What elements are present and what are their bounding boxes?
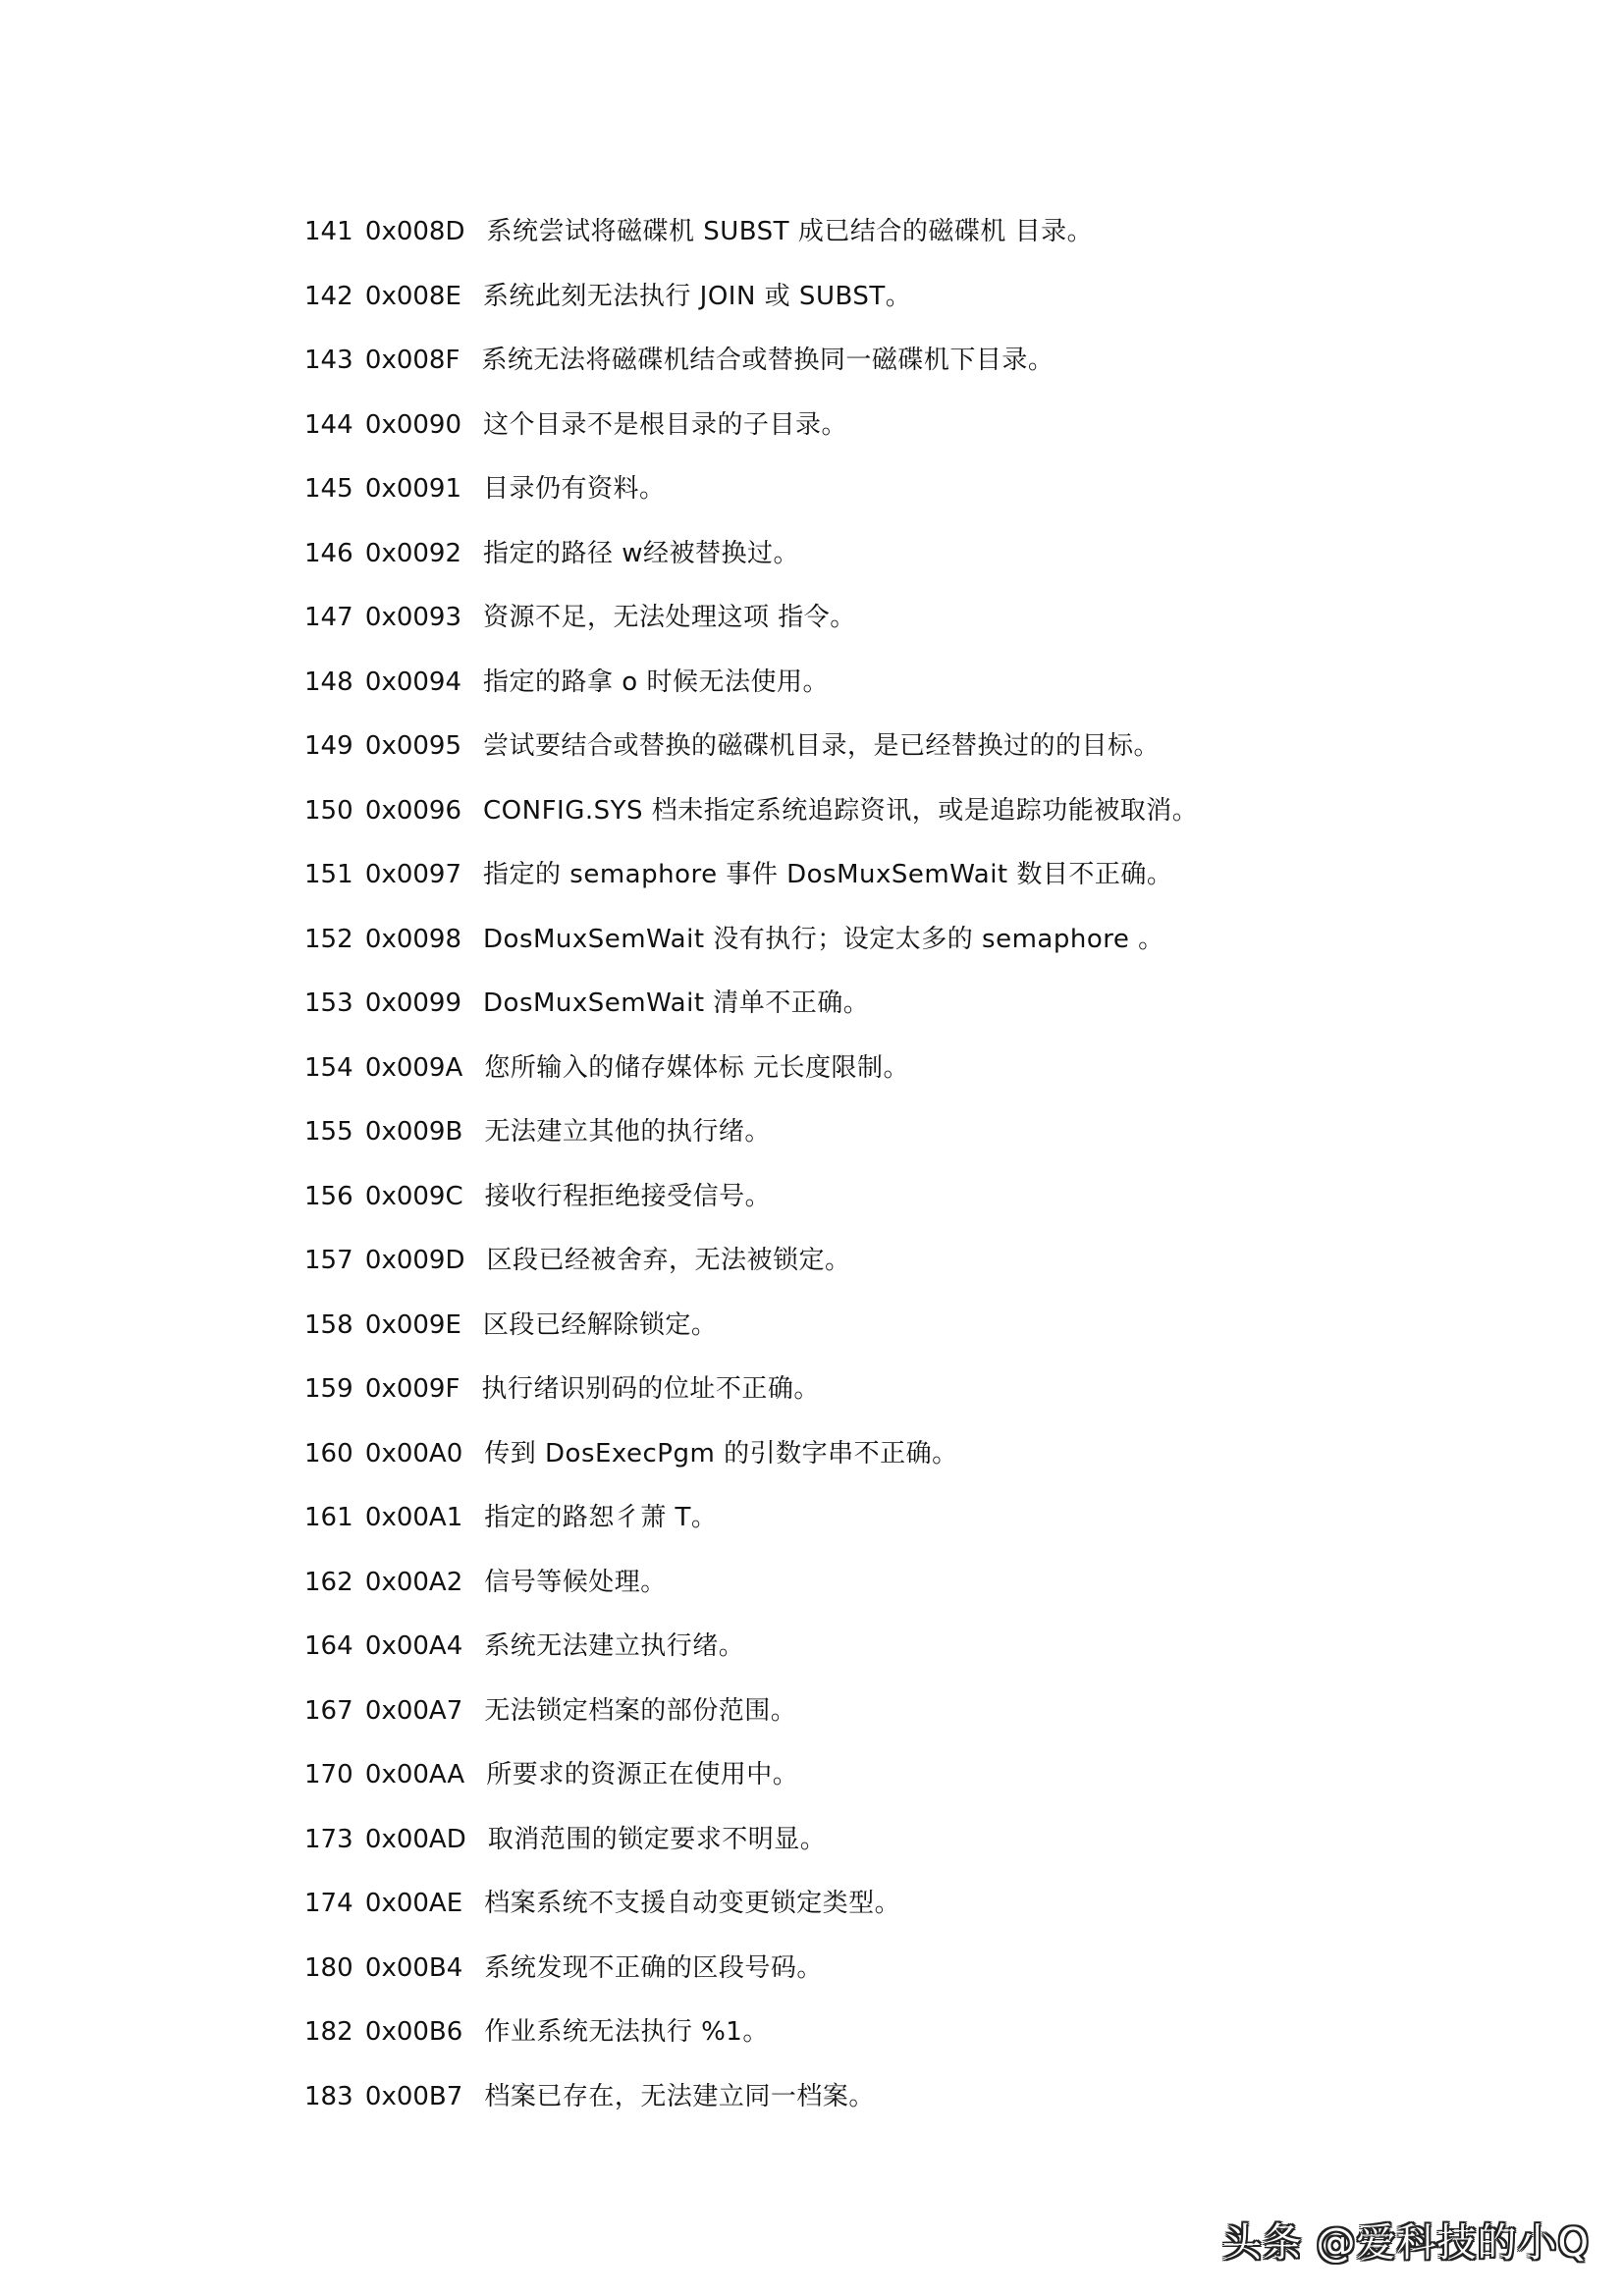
error-entry <box>304 1177 1522 1242</box>
entry-description: 指定的 semaphore 事件 DosMuxSemWait 数目不正确。 <box>483 860 1173 889</box>
entry-description: 指定的路拿 o 时候无法使用。 <box>483 667 829 697</box>
error-entry <box>304 1369 1522 1434</box>
entry-hex: 0x009E <box>364 1309 461 1340</box>
entry-hex: 0x009D <box>364 1246 465 1275</box>
entry-description: 区段已经解除锁定。 <box>482 1309 718 1340</box>
error-entry <box>304 1563 1522 1628</box>
error-entry <box>304 663 1522 727</box>
error-entry <box>304 791 1522 856</box>
error-code-list <box>304 212 1522 2141</box>
entry-code: 141 <box>304 217 353 246</box>
error-entry <box>304 1627 1522 1691</box>
entry-code: 170 <box>304 1760 353 1789</box>
entry-hex: 0x009B <box>364 1117 463 1147</box>
entry-hex: 0x00AD <box>364 1824 466 1854</box>
entry-hex: 0x0095 <box>364 731 462 761</box>
error-entry <box>304 1949 1522 2013</box>
error-entry <box>304 534 1522 599</box>
entry-code: 152 <box>304 924 353 954</box>
entry-hex: 0x0093 <box>364 603 462 632</box>
entry-code: 146 <box>304 538 353 568</box>
entry-description: 取消范围的锁定要求不明显。 <box>487 1824 827 1854</box>
error-entry <box>304 855 1522 920</box>
entry-hex: 0x00B4 <box>364 1952 463 1983</box>
entry-code: 162 <box>304 1567 353 1597</box>
entry-code: 149 <box>304 731 353 761</box>
entry-code: 156 <box>304 1181 353 1211</box>
entry-description: 尝试要结合或替换的磁碟机目录，是已经替换过的的目标。 <box>483 731 1161 761</box>
entry-description: 无法建立其他的执行绪。 <box>484 1117 771 1147</box>
entry-description: 目录仍有资料。 <box>483 474 666 504</box>
entry-description: 档案系统不支援自动变更锁定类型。 <box>484 1889 901 1918</box>
entry-description: 指定的路恕彳萧 T。 <box>484 1503 718 1532</box>
entry-code: 164 <box>304 1631 353 1661</box>
entry-code: 180 <box>304 1952 353 1983</box>
entry-description: 无法锁定档案的部份范围。 <box>484 1695 797 1726</box>
error-entry <box>304 598 1522 663</box>
error-entry <box>304 1306 1522 1370</box>
error-entry <box>304 1434 1522 1499</box>
entry-hex: 0x0097 <box>364 860 462 889</box>
entry-code: 160 <box>304 1438 353 1468</box>
entry-description: DosMuxSemWait 清单不正确。 <box>483 988 870 1018</box>
entry-description: 系统此刻无法执行 JOIN 或 SUBST。 <box>482 281 912 311</box>
entry-description: 传到 DosExecPgm 的引数字串不正确。 <box>484 1438 958 1468</box>
entry-hex: 0x00AA <box>364 1760 465 1789</box>
entry-code: 183 <box>304 2081 353 2111</box>
error-entry <box>304 1112 1522 1177</box>
error-entry <box>304 212 1522 277</box>
error-entry <box>304 1241 1522 1306</box>
entry-code: 174 <box>304 1889 353 1918</box>
error-entry <box>304 277 1522 342</box>
entry-code: 154 <box>304 1052 353 1083</box>
entry-code: 151 <box>304 860 353 889</box>
entry-code: 182 <box>304 2017 353 2047</box>
entry-hex: 0x008E <box>364 281 461 311</box>
watermark-text: 头条 @爱科技的小Q <box>1221 2220 1590 2266</box>
entry-description: 执行绪识别码的位址不正确。 <box>481 1374 820 1404</box>
entry-description: 系统发现不正确的区段号码。 <box>484 1952 823 1983</box>
error-entry <box>304 1755 1522 1820</box>
entry-hex: 0x0099 <box>364 988 462 1018</box>
error-entry <box>304 726 1522 791</box>
entry-hex: 0x00A1 <box>364 1503 463 1532</box>
entry-description: 系统无法建立执行绪。 <box>484 1631 745 1661</box>
error-entry <box>304 920 1522 985</box>
entry-hex: 0x0096 <box>364 795 462 826</box>
entry-code: 173 <box>304 1824 353 1854</box>
entry-description: 区段已经被舍弃，无法被锁定。 <box>486 1246 851 1275</box>
entry-description: 档案已存在，无法建立同一档案。 <box>484 2081 875 2111</box>
entry-hex: 0x0090 <box>364 409 462 440</box>
entry-code: 161 <box>304 1503 353 1532</box>
entry-hex: 0x0094 <box>364 667 462 697</box>
error-entry <box>304 1820 1522 1885</box>
entry-code: 144 <box>304 409 353 440</box>
entry-description: 作业系统无法执行 %1。 <box>484 2017 769 2047</box>
entry-hex: 0x009A <box>364 1052 463 1083</box>
entry-hex: 0x009C <box>364 1181 463 1211</box>
entry-description: 信号等候处理。 <box>484 1567 667 1597</box>
entry-description: 资源不足，无法处理这项 指令。 <box>483 603 856 632</box>
entry-hex: 0x00A7 <box>364 1695 463 1726</box>
entry-code: 148 <box>304 667 353 697</box>
entry-code: 167 <box>304 1695 353 1726</box>
entry-description: DosMuxSemWait 没有执行；设定太多的 semaphore 。 <box>483 924 1164 954</box>
entry-hex: 0x0098 <box>364 924 462 954</box>
entry-hex: 0x0091 <box>364 474 462 504</box>
entry-code: 157 <box>304 1246 353 1275</box>
entry-hex: 0x008D <box>364 217 465 246</box>
entry-code: 145 <box>304 474 353 504</box>
entry-description: 您所输入的储存媒体标 元长度限制。 <box>484 1052 910 1083</box>
entry-description: CONFIG.SYS 档未指定系统追踪资讯，或是追踪功能被取消。 <box>483 795 1199 826</box>
entry-hex: 0x00AE <box>364 1889 463 1918</box>
entry-description: 系统无法将磁碟机结合或替换同一磁碟机下目录。 <box>481 346 1055 375</box>
entry-hex: 0x00B6 <box>364 2017 463 2047</box>
entry-code: 159 <box>304 1374 353 1404</box>
entry-description: 系统尝试将磁碟机 SUBST 成已结合的磁碟机 目录。 <box>486 217 1094 246</box>
error-entry <box>304 2077 1522 2142</box>
error-entry <box>304 1884 1522 1949</box>
entry-description: 指定的路径 w经被替换过。 <box>483 538 800 568</box>
entry-description: 所要求的资源正在使用中。 <box>486 1760 799 1789</box>
entry-hex: 0x00A4 <box>364 1631 463 1661</box>
error-entry <box>304 341 1522 405</box>
error-entry <box>304 469 1522 534</box>
entry-code: 147 <box>304 603 353 632</box>
entry-code: 153 <box>304 988 353 1018</box>
entry-hex: 0x00A0 <box>364 1438 463 1468</box>
error-entry <box>304 1048 1522 1113</box>
entry-hex: 0x009F <box>364 1374 460 1404</box>
entry-hex: 0x00B7 <box>364 2081 463 2111</box>
error-entry <box>304 405 1522 470</box>
error-entry <box>304 1691 1522 1756</box>
entry-code: 158 <box>304 1309 353 1340</box>
entry-description: 这个目录不是根目录的子目录。 <box>483 409 848 440</box>
entry-code: 143 <box>304 346 353 375</box>
entry-hex: 0x008F <box>364 346 460 375</box>
entry-code: 150 <box>304 795 353 826</box>
error-entry <box>304 1498 1522 1563</box>
entry-hex: 0x0092 <box>364 538 462 568</box>
entry-hex: 0x00A2 <box>364 1567 463 1597</box>
entry-description: 接收行程拒绝接受信号。 <box>484 1181 772 1211</box>
entry-code: 155 <box>304 1117 353 1147</box>
error-entry <box>304 2012 1522 2077</box>
entry-code: 142 <box>304 281 353 311</box>
error-entry <box>304 984 1522 1048</box>
